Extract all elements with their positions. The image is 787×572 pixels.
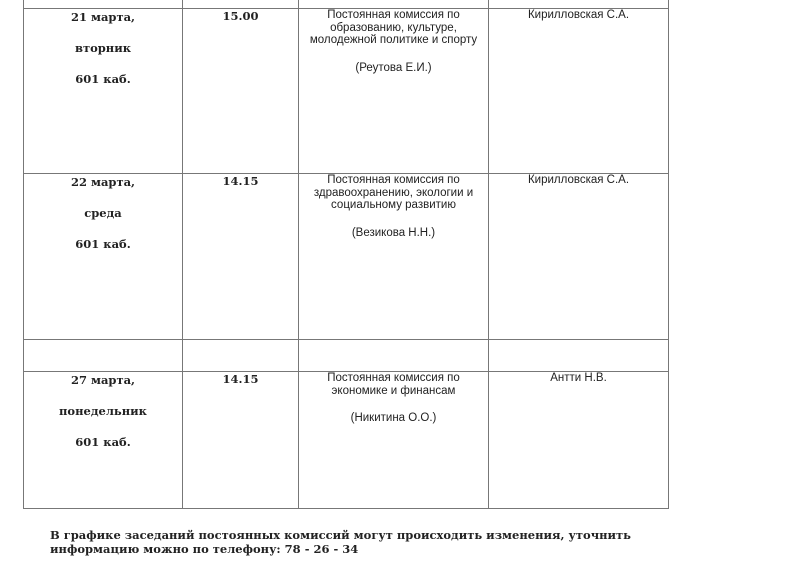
commission-chair: (Везикова Н.Н.) — [351, 226, 436, 239]
weekday-text: среда — [84, 206, 122, 220]
time-cell: 14.15 — [183, 174, 299, 340]
date-cell — [24, 174, 183, 340]
table-row-empty-top — [24, 0, 669, 9]
commission-cell — [299, 174, 489, 340]
room-text: 601 каб. — [75, 435, 131, 449]
schedule-table — [23, 0, 669, 509]
commission-name: Постоянная комиссия по экономике и финансам — [327, 372, 460, 397]
date-text: 21 марта, — [70, 10, 136, 24]
responsible-cell: Антти Н.В. — [489, 372, 669, 509]
table-row-empty — [24, 340, 669, 372]
time-cell: 15.00 — [183, 9, 299, 174]
schedule-note: В графике заседаний постоянных комиссий могут происходить изменения, уточнить информацию можно по телефону: 78 - 26 - 34 — [50, 528, 631, 556]
weekday-text: понедельник — [59, 404, 147, 418]
commission-name: Постоянная комиссия по образованию, культуре, молодежной политике и спорту — [309, 9, 478, 46]
room-text: 601 каб. — [75, 72, 131, 86]
date-cell — [24, 372, 183, 509]
date-text: 22 марта, — [70, 175, 136, 189]
room-text: 601 каб. — [75, 237, 131, 251]
weekday-text: вторник — [74, 41, 132, 55]
commission-cell — [299, 9, 489, 174]
responsible-cell: Кирилловская С.А. — [489, 174, 669, 340]
commission-name: Постоянная комиссия по здравоохранению, экологии и социальному развитию — [313, 174, 474, 211]
table-row — [24, 9, 669, 174]
time-cell: 14.15 — [183, 372, 299, 509]
commission-chair: (Никитина О.О.) — [350, 412, 437, 424]
responsible-cell: Кирилловская С.А. — [489, 9, 669, 174]
commission-chair: (Реутова Е.И.) — [355, 61, 432, 74]
table-row — [24, 372, 669, 509]
table-row — [24, 174, 669, 340]
date-cell — [24, 9, 183, 174]
date-text: 27 марта, — [70, 373, 136, 387]
commission-cell — [299, 372, 489, 509]
